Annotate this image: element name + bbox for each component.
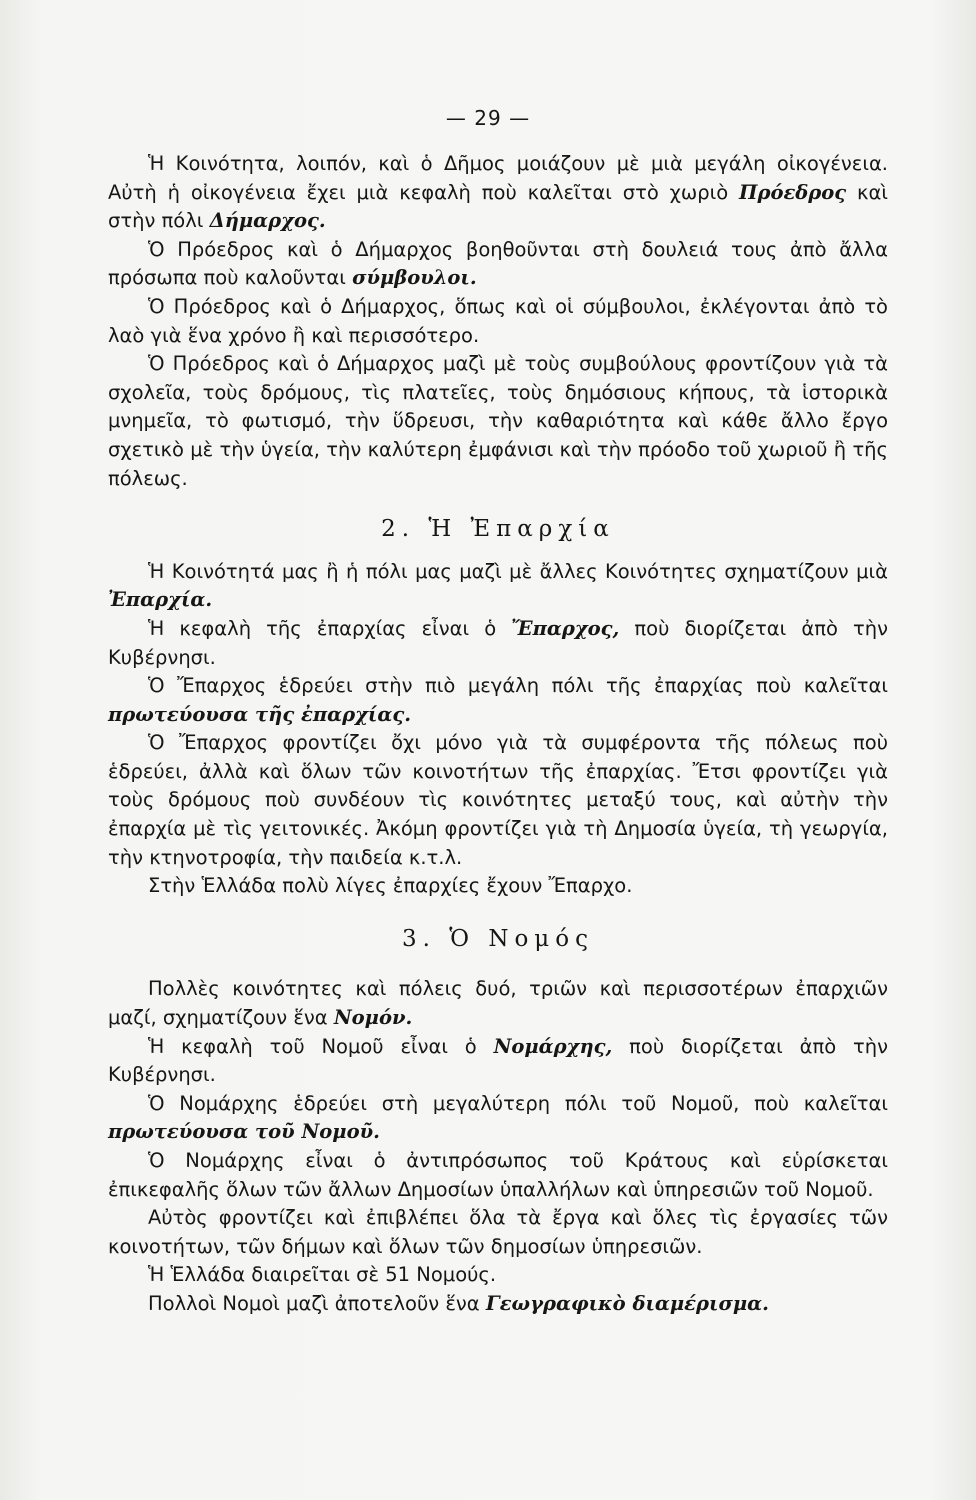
page-number: — 29 — — [445, 106, 531, 130]
text-run: Πολλὲς κοινότητες καὶ πόλεις δυό, τριῶν καὶ περισσοτέρων ἐπαρχιῶν μαζί, σχηματίζουν ἕνα — [108, 977, 888, 1030]
paragraph — [108, 1033, 888, 1090]
text-run: ποὺ διορίζεται ἀπὸ τὴν Κυβέρνησι. — [108, 616, 889, 669]
text-run: καὶ στὴν πόλι — [108, 180, 888, 233]
term-nomarchis: Νομάρχης, — [493, 1034, 613, 1058]
term-dimarchos: Δήμαρχος. — [209, 209, 326, 233]
term-proedros: Πρόεδρος — [739, 180, 847, 204]
term-protevousa-nomou: πρωτεύουσα τοῦ Νομοῦ. — [108, 1120, 380, 1144]
term-eparchos: Ἔπαρχος, — [511, 616, 620, 640]
text-run: Ἡ κεφαλὴ τῆς ἐπαρχίας εἶναι ὁ — [148, 616, 512, 640]
text-run: Ἡ Κοινότητά μας ἢ ἡ πόλι μας μαζὶ μὲ ἄλλες Κοινότητες σχηματίζουν μιὰ — [148, 559, 888, 583]
text-run: Ὁ Ἔπαρχος ἑδρεύει στὴν πιὸ μεγάλη πόλι τῆς ἐπαρχίας ποὺ καλεῖται — [148, 674, 888, 698]
term-protevousa-eparchias: πρωτεύουσα τῆς ἐπαρχίας. — [108, 702, 412, 726]
text-run: ποὺ διορίζεται ἀπὸ τὴν Κυβέρνησι. — [108, 1034, 888, 1087]
paragraph: Αὐτὸς φροντίζει καὶ ἐπιβλέπει ὅλα τὰ ἔργα καὶ ὅλες τὶς ἐργασίες τῶν κοινοτήτων, τῶν δήμων καὶ ὅλων τῶν δημοσίων ὑπηρεσιῶν. — [108, 1206, 888, 1258]
paragraph: Ἡ Ἑλλάδα διαιρεῖται σὲ 51 Νομούς. — [148, 1263, 497, 1287]
paragraph: Στὴν Ἑλλάδα πολὺ λίγες ἐπαρχίες ἔχουν Ἔπαρχο. — [148, 874, 633, 898]
term-eparchia: Ἐπαρχία. — [108, 588, 213, 612]
paragraph — [108, 236, 888, 293]
paragraph — [108, 558, 888, 615]
body-text — [108, 150, 888, 1319]
section-heading-eparchia: 2. Ἡ Ἐπαρχία — [381, 516, 615, 543]
text-run: Ἡ κεφαλὴ τοῦ Νομοῦ εἶναι ὁ — [148, 1034, 494, 1058]
text-run: Ἡ Κοινότητα, λοιπόν, καὶ ὁ Δῆμος μοιάζουν μὲ μιὰ μεγάλη οἰκογένεια. Αὐτὴ ἡ οἰκογένεια ἔχει μιὰ κεφαλὴ ποὺ καλεῖται στὸ χωριὸ — [108, 152, 888, 204]
term-nomos: Νομόν. — [333, 1006, 413, 1030]
text-run: Πολλοὶ Νομοὶ μαζὶ ἀποτελοῦν ἕνα — [148, 1291, 486, 1315]
paragraph — [108, 150, 888, 236]
paragraph — [108, 1090, 888, 1147]
paragraph: Ὁ Πρόεδρος καὶ ὁ Δήμαρχος μαζὶ μὲ τοὺς συμβούλους φροντίζουν γιὰ τὰ σχολεῖα, τοὺς δρόμους, τὶς πλατεῖες, τοὺς δημόσιους κήπους, τὰ ἱστορικὰ μνημεῖα, τὸ φωτισμό, τὴν ὕδρευσι, τὴν καθαριότητα καὶ κάθε ἄλλο ἔργο σχετικὸ μὲ τὴν ὑγεία, τὴν καλύτερη ἐμφάνισι καὶ τὴν πρόοδο τοῦ χωριοῦ ἢ τῆς πόλεως. — [108, 352, 888, 490]
section-heading-nomos: 3. Ὁ Νομός — [402, 925, 594, 952]
paragraph — [108, 1290, 888, 1319]
paragraph: Ὁ Νομάρχης εἶναι ὁ ἀντιπρόσωπος τοῦ Κράτους καὶ εὑρίσκεται ἐπικεφαλῆς ὅλων τῶν ἄλλων Δημοσίων ὑπαλλήλων καὶ ὑπηρεσιῶν τοῦ Νομοῦ. — [108, 1149, 888, 1201]
text-run: Ὁ Νομάρχης ἑδρεύει στὴ μεγαλύτερη πόλι τοῦ Νομοῦ, ποὺ καλεῖται — [148, 1091, 888, 1115]
term-symvouloi: σύμβουλοι. — [352, 266, 477, 290]
term-geografiko-diamerisma: Γεωγραφικὸ διαμέρισμα. — [485, 1291, 769, 1315]
paragraph — [108, 975, 888, 1032]
text-run: Ὁ Πρόεδρος καὶ ὁ Δήμαρχος βοηθοῦνται στὴ δουλειά τους ἀπὸ ἄλλα πρόσωπα ποὺ καλοῦνται — [108, 237, 888, 290]
paragraph — [108, 615, 888, 672]
paragraph: Ὁ Ἔπαρχος φροντίζει ὄχι μόνο γιὰ τὰ συμφέροντα τῆς πόλεως ποὺ ἑδρεύει, ἀλλὰ καὶ ὅλων τῶν κοινοτήτων τῆς ἐπαρχίας. Ἔτσι φροντίζει γιὰ τοὺς δρόμους ποὺ συνδέουν τὶς κοινότητες μεταξύ τους, καὶ αὐτὴν τὴν ἐπαρχία μὲ τὶς γειτονικές. Ἀκόμη φροντίζει γιὰ τὴ Δημοσία ὑγεία, τὴ γεωργία, τὴν κτηνοτροφία, τὴν παιδεία κ.τ.λ. — [108, 731, 888, 869]
paragraph: Ὁ Πρόεδρος καὶ ὁ Δήμαρχος, ὅπως καὶ οἱ σύμβουλοι, ἐκλέγονται ἀπὸ τὸ λαὸ γιὰ ἕνα χρόνο ἢ καὶ περισσότερο. — [108, 294, 888, 347]
paragraph — [108, 672, 888, 729]
